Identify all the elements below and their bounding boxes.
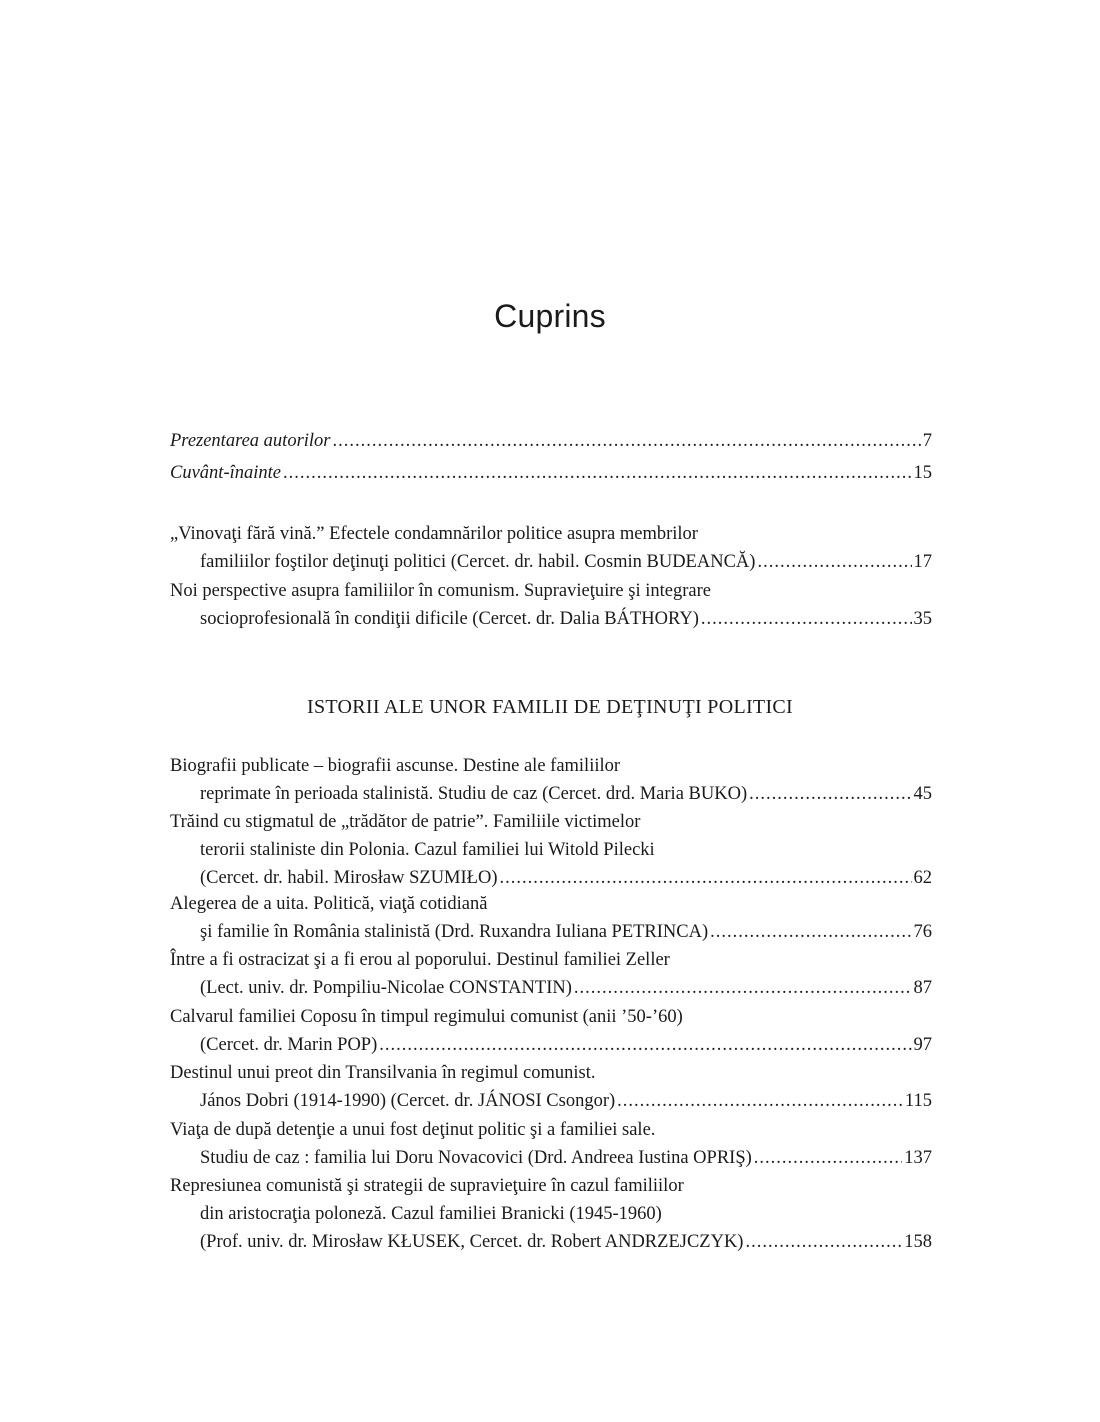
toc-entry-line: (Cercet. dr. Marin POP) [200, 1035, 378, 1055]
toc-entry [170, 752, 932, 808]
toc-entry-line: Studiu de caz : familia lui Doru Novacovici (Drd. Andreea Iustina OPRIŞ) [200, 1148, 752, 1168]
dot-leader [499, 864, 911, 892]
toc-entry [170, 808, 932, 892]
toc-page-number: 97 [913, 1035, 932, 1055]
toc-page-number: 115 [904, 1091, 932, 1111]
toc-entry-line: Viaţa de după detenţie a unui fost deţinut politic şi a familiei sale. [170, 1120, 656, 1140]
toc-entry-title: Cuvânt-înainte [170, 463, 281, 483]
toc-page-number: 137 [904, 1148, 932, 1168]
dot-leader [617, 1087, 903, 1115]
toc-entry-line: Destinul unui preot din Transilvania în regimul comunist. [170, 1063, 596, 1083]
toc-entry-front [170, 459, 932, 487]
toc-entry [170, 890, 932, 946]
toc-page-number: 76 [913, 922, 932, 942]
toc-page-number: 45 [913, 784, 932, 804]
dot-leader [745, 1228, 902, 1256]
section-heading: ISTORII ALE UNOR FAMILII DE DEŢINUŢI POLITICI [306, 696, 794, 718]
toc-entry-line: János Dobri (1914-1990) (Cercet. dr. JÁNOSI Csongor) [200, 1091, 616, 1111]
toc-page-number: 15 [913, 463, 932, 483]
toc-entry-title: Prezentarea autorilor [170, 431, 331, 451]
toc-entry [170, 1172, 932, 1256]
toc-entry-line: Între a fi ostracizat şi a fi erou al poporului. Destinul familiei Zeller [170, 950, 670, 970]
toc-page-number: 87 [913, 978, 932, 998]
dot-leader [379, 1031, 911, 1059]
toc-entry-line: (Lect. univ. dr. Pompiliu-Nicolae CONSTANTIN) [200, 978, 572, 998]
toc-entry-line: Trăind cu stigmatul de „trădător de patrie”. Familiile victimelor [170, 812, 641, 832]
toc-page-number: 62 [913, 868, 932, 888]
toc-entry-line: şi familie în România stalinistă (Drd. Ruxandra Iuliana PETRINCA) [200, 922, 709, 942]
dot-leader [574, 974, 912, 1002]
dot-leader [710, 918, 911, 946]
toc-entry-line: (Prof. univ. dr. Mirosław KŁUSEK, Cercet. dr. Robert ANDRZEJCZYK) [200, 1232, 744, 1252]
toc-entry [170, 1059, 932, 1115]
toc-entry-line: (Cercet. dr. habil. Mirosław SZUMIŁO) [200, 868, 498, 888]
toc-entry-line: familiilor foştilor deţinuţi politici (Cercet. dr. habil. Cosmin BUDEANCĂ) [200, 552, 756, 572]
dot-leader [333, 427, 921, 455]
toc-entry [170, 1116, 932, 1172]
dot-leader [749, 780, 911, 808]
toc-entry-line: „Vinovaţi fără vină.” Efectele condamnărilor politice asupra membrilor [170, 524, 698, 544]
page-title: Cuprins [494, 298, 606, 334]
dot-leader [754, 1144, 902, 1172]
toc-page-number: 7 [922, 431, 932, 451]
toc-entry [170, 946, 932, 1002]
toc-entry-front [170, 427, 932, 455]
toc-entry-line: Noi perspective asupra familiilor în comunism. Supravieţuire şi integrare [170, 581, 711, 601]
dot-leader [701, 605, 912, 633]
toc-entry-line: Represiunea comunistă şi strategii de supravieţuire în cazul familiilor [170, 1176, 684, 1196]
dot-leader [757, 548, 911, 576]
toc-entry-line: din aristocraţia poloneză. Cazul familiei Branicki (1945-1960) [200, 1204, 662, 1224]
toc-entry [170, 520, 932, 576]
toc-page-number: 35 [913, 609, 932, 629]
toc-entry-line: Biografii publicate – biografii ascunse. Destine ale familiilor [170, 756, 621, 776]
toc-entry-line: socioprofesională în condiţii dificile (Cercet. dr. Dalia BÁTHORY) [200, 609, 699, 629]
toc-entry-line: reprimate în perioada stalinistă. Studiu de caz (Cercet. drd. Maria BUKO) [200, 784, 748, 804]
toc-entry-line: Alegerea de a uita. Politică, viaţă cotidiană [170, 894, 488, 914]
toc-entry-line: terorii staliniste din Polonia. Cazul familiei lui Witold Pilecki [200, 840, 655, 860]
toc-entry [170, 577, 932, 633]
toc-entry-line: Calvarul familiei Coposu în timpul regimului comunist (anii ’50-’60) [170, 1007, 683, 1027]
toc-entry [170, 1003, 932, 1059]
toc-page-number: 158 [904, 1232, 932, 1252]
toc-page-number: 17 [913, 552, 932, 572]
dot-leader [283, 459, 912, 487]
